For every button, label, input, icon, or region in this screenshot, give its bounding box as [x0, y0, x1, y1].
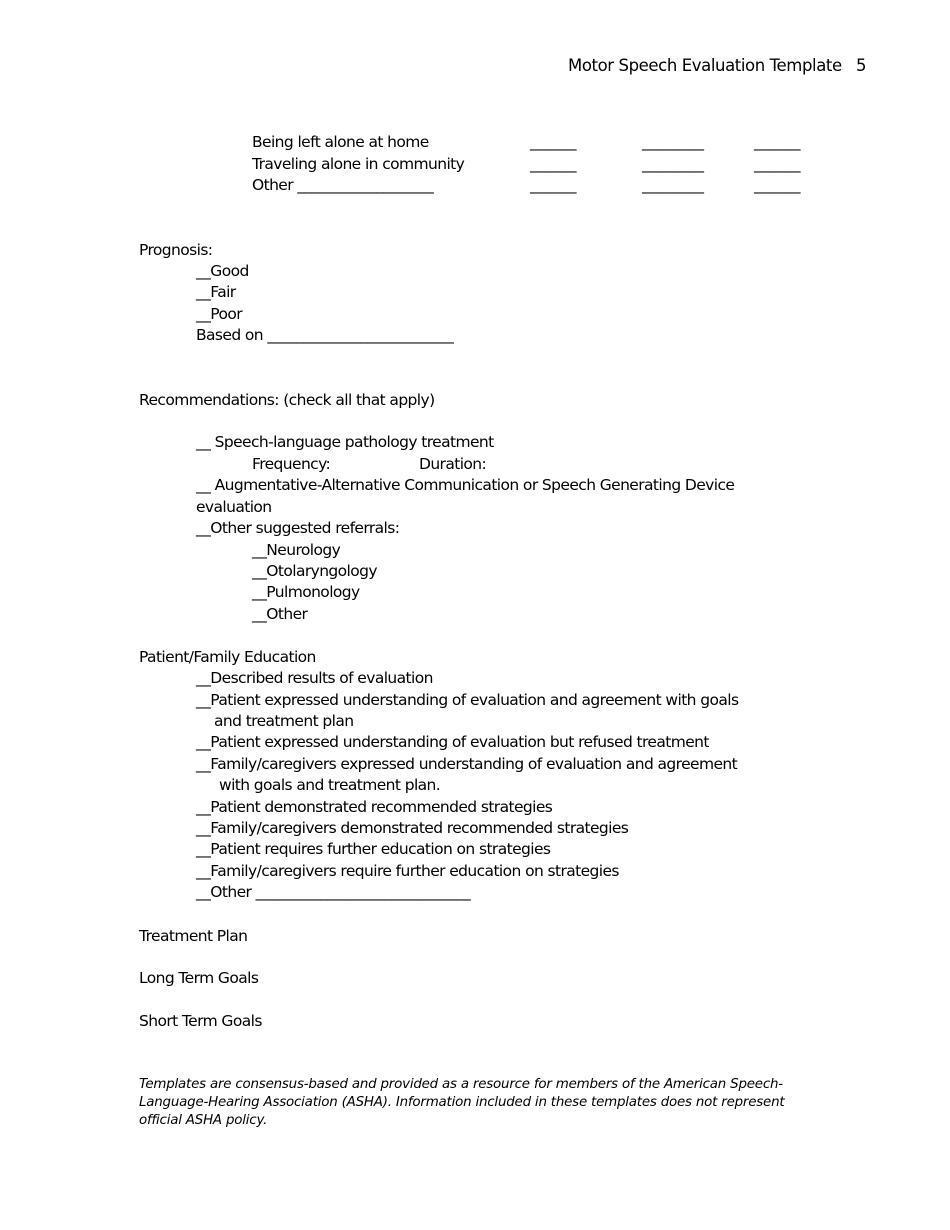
- education-item: __Patient expressed understanding of evaluation and agreement with goals: [196, 691, 739, 709]
- education-item: __Patient expressed understanding of evaluation but refused treatment: [196, 733, 709, 751]
- table-cell-blank: ______: [754, 176, 801, 194]
- education-item: __Family/caregivers expressed understanding of evaluation and agreement: [196, 755, 738, 773]
- table-row-label: Traveling alone in community: [252, 155, 465, 173]
- table-cell-blank: ______: [754, 155, 801, 173]
- footer-disclaimer: Templates are consensus-based and provided as a resource for members of the American Speech-Language-Hearing Association (ASHA). Information included in these templates does not represent official ASHA policy.: [139, 1077, 785, 1128]
- prognosis-heading: Prognosis:: [139, 241, 213, 259]
- referral-item: __Neurology: [252, 541, 341, 559]
- prognosis-option: __Poor: [196, 305, 243, 323]
- table-cell-blank: ______: [530, 155, 577, 173]
- table-cell-blank: ________: [642, 155, 704, 173]
- other-referrals-label: __Other suggested referrals:: [196, 519, 400, 537]
- education-item-cont: and treatment plan: [214, 712, 354, 730]
- prognosis-based-on: Based on __________________________: [196, 326, 454, 344]
- table-cell-blank: ________: [642, 133, 704, 151]
- recommendation-aac-cont: evaluation: [196, 498, 272, 516]
- document-title: Motor Speech Evaluation Template: [568, 56, 842, 75]
- table-cell-blank: ______: [530, 176, 577, 194]
- referral-item: __Pulmonology: [252, 583, 360, 601]
- prognosis-option: __Good: [196, 262, 249, 280]
- education-item: __Patient requires further education on strategies: [196, 840, 551, 858]
- table-cell-blank: ______: [530, 133, 577, 151]
- table-cell-blank: ______: [754, 133, 801, 151]
- table-cell-blank: ________: [642, 176, 704, 194]
- education-item-cont: with goals and treatment plan.: [219, 776, 441, 794]
- frequency-label: Frequency:: [252, 455, 331, 473]
- recommendation-slp: __ Speech-language pathology treatment: [196, 433, 494, 451]
- prognosis-option: __Fair: [196, 283, 236, 301]
- table-row-label: Other ___________________: [252, 176, 434, 194]
- recommendations-heading: Recommendations: (check all that apply): [139, 391, 435, 409]
- table-row-label: Being left alone at home: [252, 133, 429, 151]
- recommendation-aac: __ Augmentative-Alternative Communication or Speech Generating Device: [196, 476, 735, 494]
- treatment-plan-heading: Treatment Plan: [139, 927, 248, 945]
- education-item: __Family/caregivers demonstrated recommended strategies: [196, 819, 629, 837]
- referral-item: __Otolaryngology: [252, 562, 377, 580]
- education-heading: Patient/Family Education: [139, 648, 316, 666]
- duration-label: Duration:: [419, 455, 487, 473]
- short-term-goals-heading: Short Term Goals: [139, 1012, 262, 1030]
- page-number: 5: [856, 56, 867, 75]
- referral-item: __Other: [252, 605, 308, 623]
- education-item: __Described results of evaluation: [196, 669, 433, 687]
- education-item: __Patient demonstrated recommended strategies: [196, 798, 553, 816]
- education-item: __Other ______________________________: [196, 883, 471, 901]
- long-term-goals-heading: Long Term Goals: [139, 969, 259, 987]
- education-item: __Family/caregivers require further education on strategies: [196, 862, 619, 880]
